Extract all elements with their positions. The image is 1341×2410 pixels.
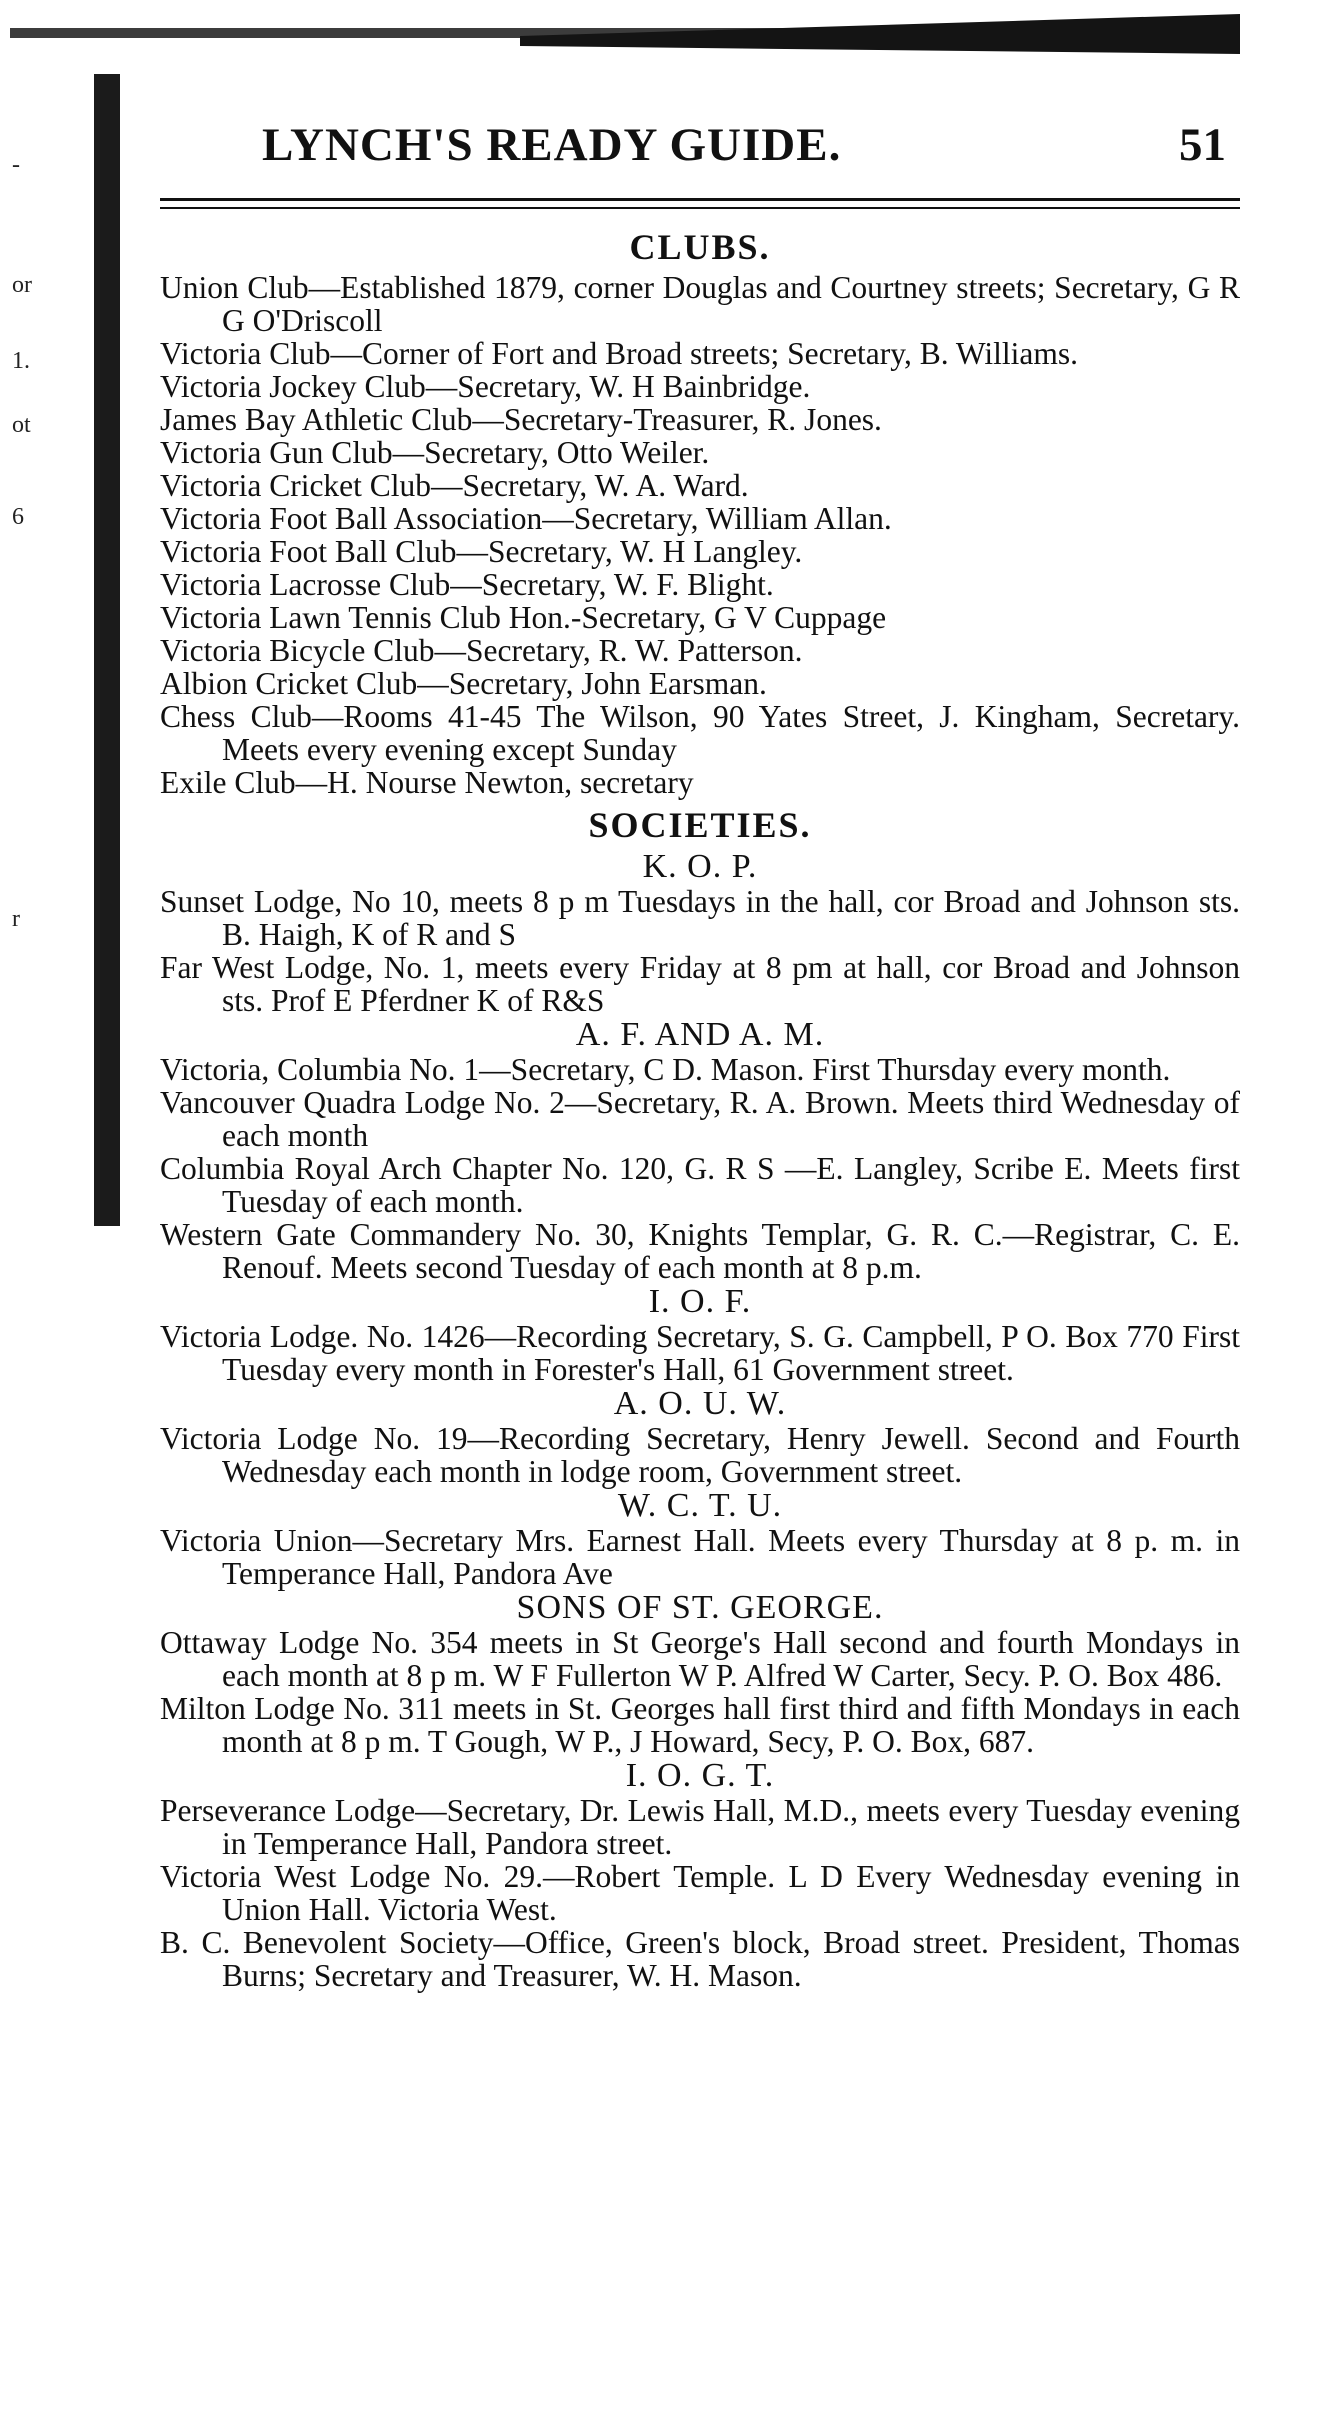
page	[160, 110, 1240, 1992]
society-entry: Milton Lodge No. 311 meets in St. Georges hall first third and fifth Mondays in each month at 8 p m. T Gough, W P., J Howard, Secy, P. O. Box, 687.	[160, 1691, 1240, 1759]
society-group-list	[160, 1320, 1240, 1386]
margin-mark: r	[12, 906, 20, 932]
society-entry: Victoria West Lodge No. 29.—Robert Temple. L D Every Wednesday evening in Union Hall. Victoria West.	[160, 1859, 1240, 1927]
margin-mark: ot	[12, 412, 31, 438]
society-group-list	[160, 1794, 1240, 1992]
club-entry: Victoria Lacrosse Club—Secretary, W. F. Blight.	[160, 567, 774, 602]
margin-mark: or	[12, 272, 32, 298]
society-entry: Perseverance Lodge—Secretary, Dr. Lewis Hall, M.D., meets every Tuesday evening in Temperance Hall, Pandora street.	[160, 1793, 1240, 1861]
society-group-heading: I. O. F.	[648, 1283, 752, 1320]
society-entry: Victoria Lodge No. 19—Recording Secretary, Henry Jewell. Second and Fourth Wednesday each month in lodge room, Government street.	[160, 1421, 1240, 1489]
club-entry: Victoria Club—Corner of Fort and Broad streets; Secretary, B. Williams.	[160, 336, 1079, 371]
header-rule	[160, 198, 1240, 201]
society-group-heading: A. O. U. W.	[613, 1385, 787, 1422]
club-entry: Union Club—Established 1879, corner Douglas and Courtney streets; Secretary, G R G O'Driscoll	[160, 270, 1240, 338]
society-entry: Ottaway Lodge No. 354 meets in St George's Hall second and fourth Mondays in each month at 8 p m. W F Fullerton W P. Alfred W Carter, Secy. P. O. Box 486.	[160, 1625, 1240, 1693]
society-group-list	[160, 1053, 1240, 1284]
club-entry: Chess Club—Rooms 41-45 The Wilson, 90 Yates Street, J. Kingham, Secretary. Meets every evening except Sunday	[160, 699, 1240, 767]
society-group-list	[160, 1524, 1240, 1590]
club-entry: Victoria Jockey Club—Secretary, W. H Bainbridge.	[160, 369, 811, 404]
club-entry: James Bay Athletic Club—Secretary-Treasurer, R. Jones.	[160, 402, 882, 437]
binding-edge	[94, 74, 120, 1226]
society-entry: Vancouver Quadra Lodge No. 2—Secretary, R. A. Brown. Meets third Wednesday of each month	[160, 1085, 1240, 1153]
society-entry: Victoria Lodge. No. 1426—Recording Secretary, S. G. Campbell, P O. Box 770 First Tuesday every month in Forester's Hall, 61 Government street.	[160, 1319, 1240, 1387]
society-group-list	[160, 885, 1240, 1017]
club-entry: Albion Cricket Club—Secretary, John Earsman.	[160, 666, 767, 701]
clubs-heading: CLUBS.	[629, 227, 771, 267]
society-entry: Victoria, Columbia No. 1—Secretary, C D. Mason. First Thursday every month.	[160, 1052, 1171, 1087]
society-entry: Far West Lodge, No. 1, meets every Friday at 8 pm at hall, cor Broad and Johnson sts. Prof E Pferdner K of R&S	[160, 950, 1240, 1018]
society-group-heading: A. F. AND A. M.	[575, 1016, 825, 1053]
society-entry: B. C. Benevolent Society—Office, Green's block, Broad street. President, Thomas Burns; Secretary and Treasurer, W. H. Mason.	[160, 1925, 1240, 1993]
societies-heading: SOCIETIES.	[588, 805, 812, 845]
society-group-heading: I. O. G. T.	[625, 1757, 775, 1794]
society-group-list	[160, 1626, 1240, 1758]
margin-mark: -	[12, 152, 20, 178]
society-entry: Western Gate Commandery No. 30, Knights Templar, G. R. C.—Registrar, C. E. Renouf. Meets second Tuesday of each month at 8 p.m.	[160, 1217, 1240, 1285]
club-entry: Victoria Gun Club—Secretary, Otto Weiler.	[160, 435, 710, 470]
club-entry: Victoria Lawn Tennis Club Hon.-Secretary, G V Cuppage	[160, 600, 887, 635]
club-entry: Exile Club—H. Nourse Newton, secretary	[160, 765, 694, 800]
clubs-list	[160, 271, 1240, 799]
header-rule-thin	[160, 207, 1240, 209]
society-entry: Columbia Royal Arch Chapter No. 120, G. R S —E. Langley, Scribe E. Meets first Tuesday of each month.	[160, 1151, 1240, 1219]
margin-mark: 1.	[12, 348, 30, 374]
society-group-list	[160, 1422, 1240, 1488]
club-entry: Victoria Bicycle Club—Secretary, R. W. Patterson.	[160, 633, 803, 668]
society-entry: Victoria Union—Secretary Mrs. Earnest Hall. Meets every Thursday at 8 p. m. in Temperance Hall, Pandora Ave	[160, 1523, 1240, 1591]
society-group-heading: W. C. T. U.	[617, 1487, 783, 1524]
society-group-heading: SONS OF ST. GEORGE.	[516, 1589, 884, 1626]
margin-mark: 6	[12, 504, 24, 530]
club-entry: Victoria Foot Ball Club—Secretary, W. H Langley.	[160, 534, 803, 569]
page-header	[160, 110, 1240, 186]
page-number: 51	[1179, 119, 1226, 171]
club-entry: Victoria Foot Ball Association—Secretary, William Allan.	[160, 501, 892, 536]
running-title: LYNCH'S READY GUIDE.	[262, 119, 842, 171]
society-entry: Sunset Lodge, No 10, meets 8 p m Tuesdays in the hall, cor Broad and Johnson sts. B. Haigh, K of R and S	[160, 884, 1240, 952]
societies-list	[160, 849, 1240, 1992]
society-group-heading: K. O. P.	[642, 848, 758, 885]
club-entry: Victoria Cricket Club—Secretary, W. A. Ward.	[160, 468, 749, 503]
